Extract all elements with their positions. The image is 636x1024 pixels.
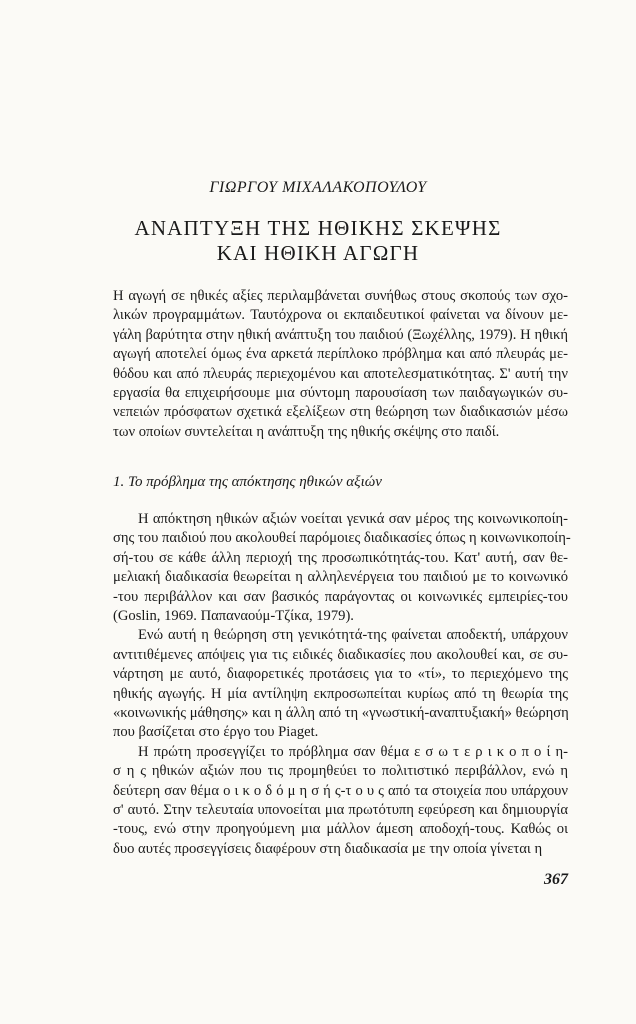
text-line: αγωγή αποτελεί όμως ένα αρκετά περίπλοκο πρόβλημα και από πλευράς με- [113, 346, 568, 363]
text-line: γάλη βαρύτητα στην ηθική ανάπτυξη του παιδιού (Ξωχέλλης, 1979). Η ηθική [113, 326, 568, 343]
text-line: δυο αυτές προσεγγίσεις διαφέρουν στη διαδικασία με την οποία γίνεται η [113, 840, 543, 857]
text-line: σης του παιδιού που ακολουθεί παρόμοιες διαδικασίες όπως η κοινωνικοποίη- [113, 530, 571, 547]
text-line: Η αγωγή σε ηθικές αξίες περιλαμβάνεται συνήθως στους σκοπούς των σχο- [113, 288, 568, 304]
text-line: αντιτιθέμενες απόψεις για τις ειδικές διαδικασίες που ακολουθεί και, σε συ- [113, 646, 568, 663]
text-line: θόδου και από πλευράς περιεχομένου και αποτελεσματικότητας. Σ' αυτή την [113, 365, 568, 382]
text-line: των οποίων συντελείται η ανάπτυξη της ηθικής σκέψης στο παιδί. [113, 423, 500, 440]
text-line: δεύτερη σαν θέμα ο ι κ ο δ ό μ η σ ή ς-τ ο υ ς από τα στοιχεία που υπάρχουν [113, 782, 568, 799]
text-line: -του περιβάλλον και σαν βασικός παράγοντας οι κοινωνικές εμπειρίες-του [113, 588, 568, 605]
text-line: σή-του σε κάθε άλλη περιοχή της προσωπικότητάς-του. Κατ' αυτή, σαν θε- [113, 549, 568, 566]
text-line: Η απόκτηση ηθικών αξιών νοείται γενικά σαν μέρος της κοινωνικοποίη- [138, 511, 568, 527]
article-title-line-2: ΚΑΙ ΗΘΙΚΗ ΑΓΩΓΗ [216, 241, 420, 265]
text-line: «κοινωνικής μάθησης» και η άλλη από τη «γνωστική-αναπτυξιακή» θεώρηση [113, 705, 569, 721]
text-line: Ενώ αυτή η θεώρηση στη γενικότητά-της φαίνεται αποδεκτή, υπάρχουν [138, 627, 568, 644]
author-name: ΓΙΩΡΓΟΥ ΜΙΧΑΛΑΚΟΠΟΥΛΟΥ [209, 179, 427, 196]
text-line: μελιακή διαδικασία θεωρείται η αλληλενέργεια του παιδιού με το κοινωνικό [113, 569, 568, 586]
text-line: -τους, ενώ στην προηγούμενη μια μάλλον άμεση αποδοχή-τους. Καθώς οι [113, 821, 568, 838]
article-title-line-1: ΑΝΑΠΤΥΞΗ ΤΗΣ ΗΘΙΚΗΣ ΣΚΕΨΗΣ [134, 216, 502, 240]
text-line: (Goslin, 1969. Παπαναούμ-Τζίκα, 1979). [113, 608, 354, 624]
text-line: εργασία θα επιχειρήσουμε μια σύντομη παρουσίαση των παιδαγωγικών συ- [113, 385, 568, 401]
text-line: σ' αυτό. Στην τελευταία υπονοείται μια πρωτότυπη εφεύρεση και δημιουργία [113, 802, 568, 818]
text-line: που βασίζεται στο έργο του Piaget. [113, 724, 319, 741]
text-line: λικών προγραμμάτων. Ταυτόχρονα οι εκπαιδευτικοί φαίνεται να δίνουν με- [113, 307, 568, 324]
text-line: νάρτηση με αυτό, διαφορετικές προτάσεις για το «τί», το περιεχόμενο της [113, 666, 568, 683]
text-line: Η πρώτη προσεγγίζει το πρόβλημα σαν θέμα ε σ ω τ ε ρ ι κ ο π ο ί η- [138, 743, 568, 760]
text-line: νεπειών πρόσφατων σχετικά εξελίξεων στη θεώρηση των διαδικασιών μέσω [113, 404, 568, 421]
page-number: 367 [544, 871, 568, 888]
text-line: σ η ς ηθικών αξιών που τις προμηθεύει το πολιτιστικό περιβάλλον, ενώ η [113, 763, 568, 780]
section-heading: 1. Το πρόβλημα της απόκτησης ηθικών αξιών [113, 474, 382, 490]
text-line: ηθικής αγωγής. Η μία αντίληψη εκπροσωπείται κυρίως από τη θεωρία της [113, 685, 568, 702]
